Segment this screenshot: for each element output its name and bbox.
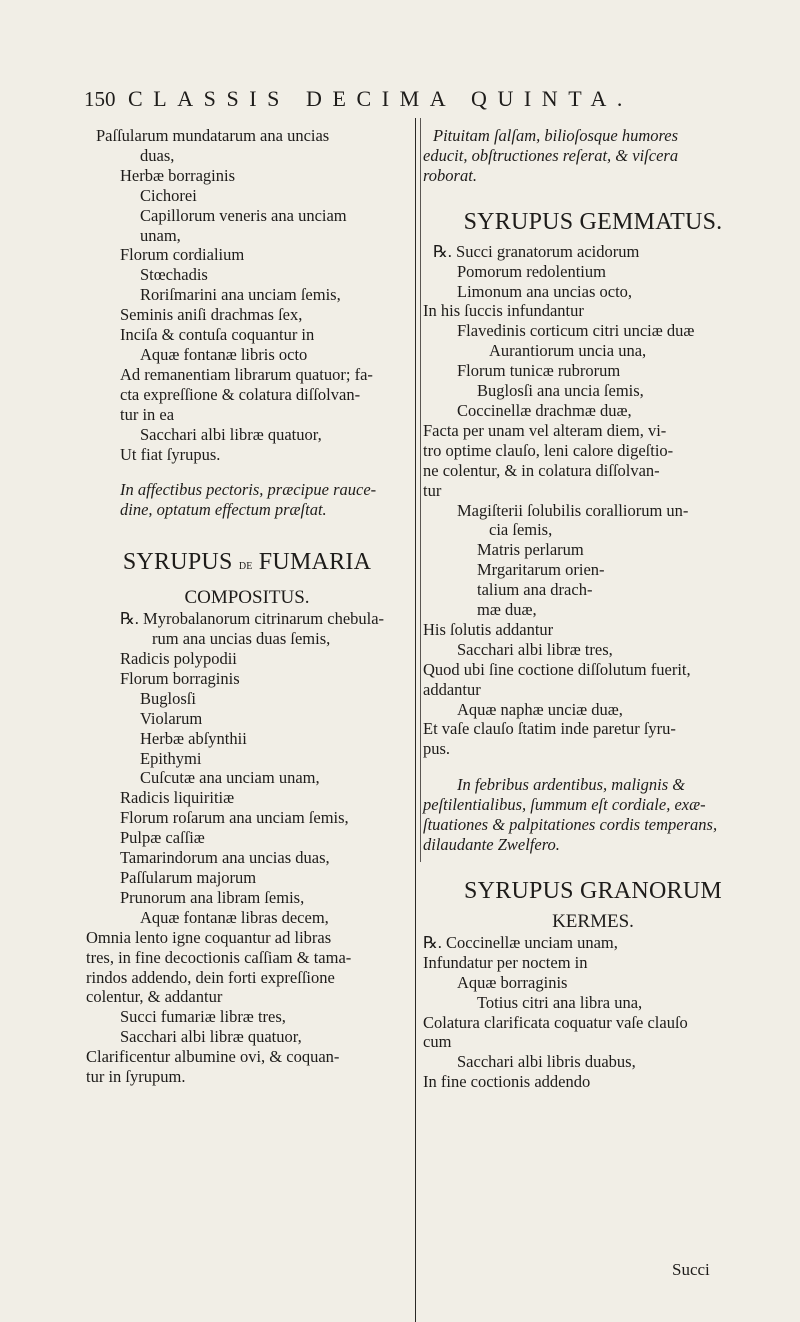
spacer: [423, 186, 763, 196]
text-line: Pomorum redolentium: [457, 261, 606, 281]
text-line: talium ana drach-: [477, 580, 593, 600]
text-line: ℞. Myrobalanorum citrinarum chebula-: [120, 609, 385, 629]
text-line: Florum borraginis: [120, 668, 240, 688]
text-line: tur: [423, 480, 442, 500]
running-head: CLASSIS DECIMA QUINTA.: [128, 86, 633, 111]
text-line: Tamarindorum ana uncias duas,: [120, 848, 330, 868]
section-subheading: KERMES.: [552, 910, 634, 932]
text-line: Paſſularum majorum: [120, 868, 257, 887]
text-line: Radicis polypodii: [120, 649, 237, 669]
text-line: tur in ea: [120, 404, 175, 424]
text-line: Florum cordialium: [120, 245, 245, 265]
text-line: dilaudante Zwelfero.: [423, 835, 560, 854]
text-line: Radicis liquiritiæ: [120, 788, 235, 808]
text-line: Sacchari albi libræ quatuor,: [140, 424, 322, 444]
text-line: Buglosſi: [140, 688, 196, 708]
text-line: Inciſa & contuſa coquantur in: [120, 325, 315, 345]
text-line: ſtuationes & palpitationes cordis temperans,: [423, 815, 718, 835]
text-line: Herbæ abſynthii: [140, 728, 247, 748]
text-line: Cuſcutæ ana unciam unam,: [140, 768, 320, 788]
text-line: In febribus ardentibus, malignis &: [457, 775, 686, 795]
spacer: [423, 759, 763, 775]
text-line: tur in ſyrupum.: [86, 1067, 186, 1087]
text-line: dine, optatum effectum præſtat.: [120, 500, 327, 520]
section-heading: SYRUPUS GEMMATUS.: [463, 208, 723, 235]
text-line: Flavedinis corticum citri unciæ duæ: [457, 321, 695, 341]
text-line: Omnia lento igne coquantur ad libras: [86, 927, 332, 947]
text-line: In his ſuccis infundantur: [423, 301, 584, 321]
text-line: Facta per unam vel alteram diem, vi-: [423, 420, 667, 440]
text-line: cum: [423, 1032, 452, 1052]
text-line: ℞. Coccinellæ unciam unam,: [423, 932, 618, 952]
text-line: Violarum: [140, 708, 203, 728]
text-line: tro optime clauſo, leni calore digeſtio-: [423, 440, 674, 460]
text-line: colentur, & addantur: [86, 987, 223, 1007]
text-line: Totius citri ana libra una,: [477, 992, 643, 1012]
text-line: ne colentur, & in colatura diſſolvan-: [423, 460, 660, 480]
text-line: Epithymi: [140, 748, 202, 768]
text-line: Et vaſe clauſo ſtatim inde paretur ſyru-: [423, 719, 676, 739]
catchword: Succi: [672, 1260, 710, 1279]
text-line: addantur: [423, 679, 481, 699]
text-line: Ut fiat ſyrupus.: [120, 444, 221, 464]
text-line: Aquæ borraginis: [457, 972, 568, 992]
text-line: Roriſmarini ana unciam ſemis,: [140, 285, 341, 305]
text-line: Magiſterii ſolubilis coralliorum un-: [457, 500, 689, 520]
text-line: Florum roſarum ana unciam ſemis,: [120, 808, 349, 828]
text-line: Pituitam ſalſam, bilioſosque humores: [433, 126, 679, 145]
spacer: [86, 520, 408, 536]
text-line: Cichorei: [140, 185, 197, 205]
text-line: Succi fumariæ libræ tres,: [120, 1007, 286, 1027]
text-line: Mrgaritarum orien-: [477, 560, 605, 580]
text-line: Florum tunicæ rubrorum: [457, 361, 621, 381]
text-line: rum ana uncias duas ſemis,: [152, 629, 331, 649]
text-line: Prunorum ana libram ſemis,: [120, 887, 305, 907]
text-line: Herbæ borraginis: [120, 165, 236, 185]
section-heading: SYRUPUS GRANORUM: [464, 877, 722, 904]
text-line: Aquæ naphæ unciæ duæ,: [457, 699, 623, 719]
text-line: Infundatur per noctem in: [423, 952, 588, 972]
column-rule-secondary: [420, 118, 421, 862]
text-line: peſtilentialibus, ſummum eſt cordiale, exæ-: [423, 795, 706, 815]
text-line: Clarificentur albumine ovi, & coquan-: [86, 1047, 340, 1067]
text-line: Limonum ana uncias octo,: [457, 281, 633, 301]
text-line: Aurantiorum uncia una,: [489, 341, 647, 361]
section-subheading: COMPOSITUS.: [184, 587, 310, 609]
text-line: cia ſemis,: [489, 520, 553, 540]
text-line: Sacchari albi libræ tres,: [457, 639, 613, 659]
right-column: [423, 126, 763, 1092]
text-line: Pulpæ caſſiæ: [120, 828, 205, 848]
spacer: [86, 464, 408, 480]
text-line: Ad remanentiam librarum quatuor; fa-: [120, 364, 373, 384]
column-rule: [415, 118, 416, 1322]
text-line: Buglosſi ana uncia ſemis,: [477, 381, 644, 401]
text-line: tres, in fine decoctionis caſſiam & tama-: [86, 947, 352, 967]
text-line: unam,: [140, 225, 181, 245]
text-line: roborat.: [423, 165, 477, 185]
text-line: Seminis aniſi drachmas ſex,: [120, 305, 303, 325]
text-line: In fine coctionis addendo: [423, 1072, 591, 1092]
text-line: Colatura clarificata coquatur vaſe clauſo: [423, 1012, 688, 1032]
text-line: cta expreſſione & colatura diſſolvan-: [120, 384, 361, 404]
text-line: duas,: [140, 145, 175, 165]
text-line: His ſolutis addantur: [423, 619, 554, 639]
page-number: 150: [84, 87, 116, 111]
text-line: educit, obſtructiones reſerat, & viſcera: [423, 145, 679, 165]
text-line: Capillorum veneris ana unciam: [140, 205, 347, 225]
text-line: Sacchari albi libræ quatuor,: [120, 1027, 302, 1047]
text-line: Aquæ fontanæ libras decem,: [140, 907, 329, 927]
section-heading: SYRUPUS DE FUMARIA: [122, 549, 372, 576]
text-line: Sacchari albi libris duabus,: [457, 1052, 636, 1072]
text-line: Coccinellæ drachmæ duæ,: [457, 400, 632, 420]
text-line: Paſſularum mundatarum ana uncias: [96, 126, 330, 145]
text-line: In affectibus pectoris, præcipue rauce-: [120, 480, 377, 500]
text-line: ℞. Succi granatorum acidorum: [433, 241, 640, 261]
text-line: pus.: [423, 739, 451, 759]
text-line: Aquæ fontanæ libris octo: [140, 344, 308, 364]
text-line: rindos addendo, dein forti expreſſione: [86, 967, 335, 987]
text-line: Stœchadis: [140, 265, 208, 285]
spacer: [423, 855, 763, 865]
text-line: Quod ubi ſine coctione diſſolutum fuerit,: [423, 659, 691, 679]
text-line: mæ duæ,: [477, 600, 537, 620]
text-line: Matris perlarum: [477, 540, 584, 560]
left-column: [86, 126, 408, 1087]
